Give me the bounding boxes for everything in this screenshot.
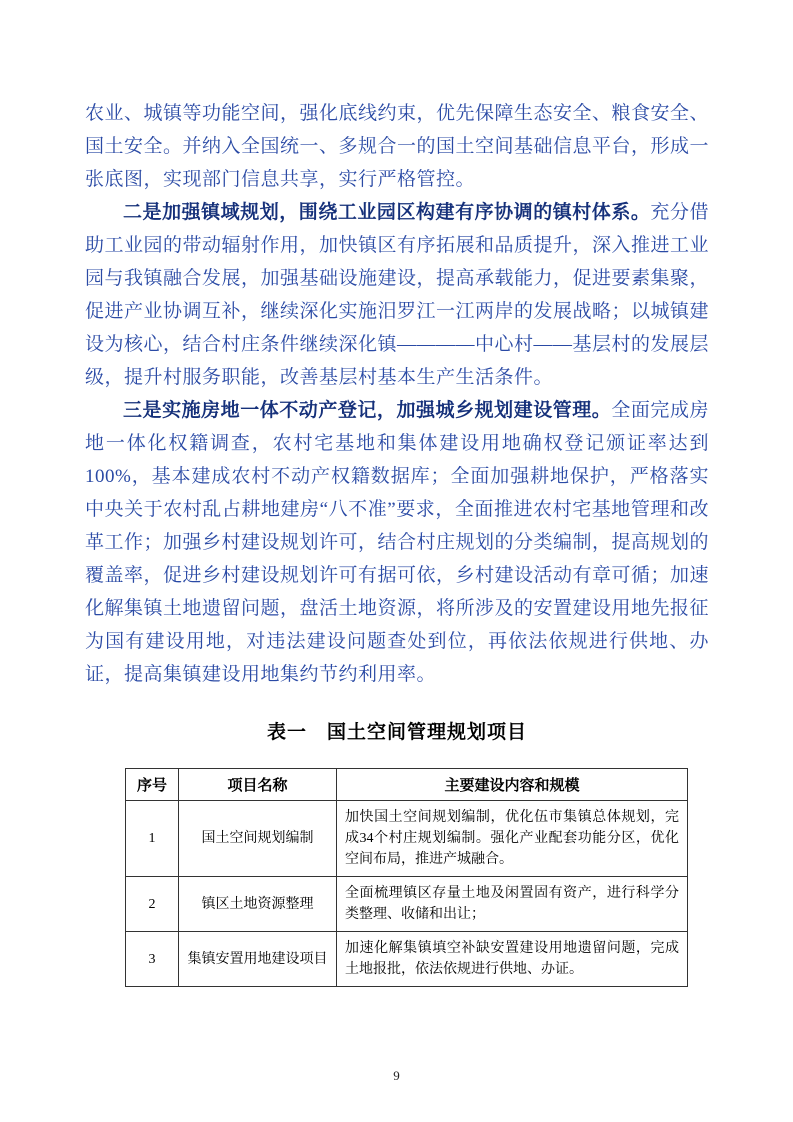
table-row (126, 801, 688, 877)
body-text (85, 97, 709, 987)
cell-number: 1 (126, 801, 179, 877)
column-header-number: 序号 (126, 769, 179, 801)
table-title: 表一 国土空间管理规划项目 (266, 722, 527, 743)
paragraph-text: 农业、城镇等功能空间，强化底线约束，优先保障生态安全、粮食安全、国土安全。并纳入全国统一、多规合一的国土空间基础信息平台，形成一张底图，实现部门信息共享，实行严格管控。 (85, 103, 710, 190)
cell-project-name: 镇区土地资源整理 (179, 877, 337, 932)
cell-number: 3 (126, 932, 179, 987)
planning-projects-table (125, 768, 688, 987)
table-row (126, 932, 688, 987)
column-header-content-scale: 主要建设内容和规模 (337, 769, 688, 801)
column-header-project-name: 项目名称 (179, 769, 337, 801)
paragraph-point-three (85, 394, 709, 691)
paragraph-point-two (85, 196, 709, 394)
cell-description: 全面梳理镇区存量土地及闲置固有资产，进行科学分类整理、收储和出让； (337, 877, 688, 932)
paragraph-text: 全面完成房地一体化权籍调查，农村宅基地和集体建设用地确权登记颁证率达到100%，基本建成农村不动产权籍数据库；全面加强耕地保护，严格落实中央关于农村乱占耕地建房“八不准”要求，全面推进农村宅基地管理和改革工作；加强乡村建设规划许可，结合村庄规划的分类编制，提高规划的覆盖率，促进乡村建设规划许可有据可依，乡村建设活动有章可循；加速化解集镇土地遗留问题，盘活土地资源，将所涉及的安置建设用地先报征为国有建设用地，对违法建设问题查处到位，再依法依规进行供地、办证，提高集镇建设用地集约节约利用率。 (85, 400, 710, 685)
paragraph-text: 充分借助工业园的带动辐射作用，加快镇区有序拓展和品质提升，深入推进工业园与我镇融合发展，加强基础设施建设，提高承载能力，促进要素集聚，促进产业协调互补，继续深化实施汨罗江一江两岸的发展战略；以城镇建设为核心，结合村庄条件继续深化镇————中心村——基层村的发展层级，提升村服务职能，改善基层村基本生产生活条件。 (85, 202, 710, 388)
paragraph-continuation (85, 97, 709, 196)
paragraph-lead-bold: 二是加强镇域规划，围绕工业园区构建有序协调的镇村体系。 (123, 202, 651, 223)
page-number: 9 (393, 1068, 400, 1083)
cell-project-name: 集镇安置用地建设项目 (179, 932, 337, 987)
table-row (126, 877, 688, 932)
cell-number: 2 (126, 877, 179, 932)
cell-description: 加速化解集镇填空补缺安置建设用地遗留问题，完成土地报批，依法依规进行供地、办证。 (337, 932, 688, 987)
cell-project-name: 国土空间规划编制 (179, 801, 337, 877)
cell-description: 加快国土空间规划编制，优化伍市集镇总体规划，完成34个村庄规划编制。强化产业配套功能分区，优化空间布局，推进产城融合。 (337, 801, 688, 877)
paragraph-lead-bold: 三是实施房地一体不动产登记，加强城乡规划建设管理。 (123, 400, 612, 421)
table-header-row (126, 769, 688, 801)
